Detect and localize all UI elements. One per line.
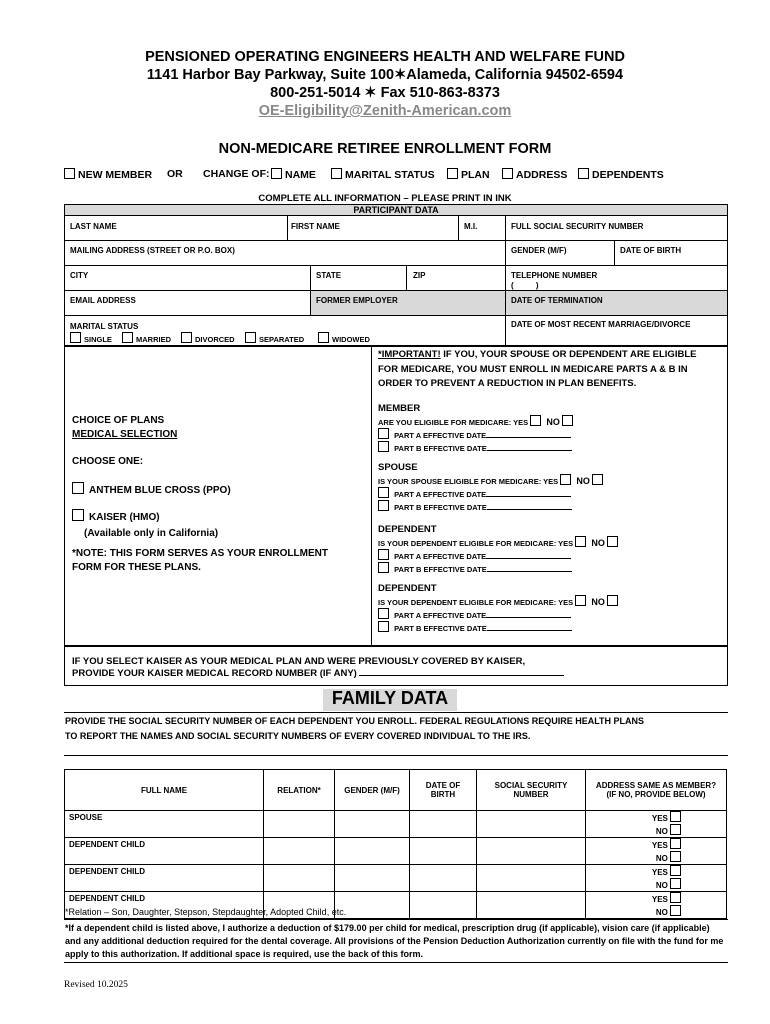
participant-section-title: PARTICIPANT DATA [353,205,439,215]
family-row [65,811,727,838]
change-name-option[interactable]: NAME [271,168,316,181]
part-a-date-field[interactable]: PART A EFFECTIVE DATE [378,487,723,499]
email-field[interactable]: EMAIL ADDRESS [70,296,136,305]
checkbox-icon[interactable] [378,441,389,452]
fund-name: PENSIONED OPERATING ENGINEERS HEALTH AND WELFARE FUND [145,49,625,65]
termination-date-field[interactable]: DATE OF TERMINATION [511,296,603,305]
medicare-block-title: DEPENDENT [378,524,437,535]
checkbox-icon[interactable] [670,865,681,876]
family-row-name[interactable]: DEPENDENT CHILD [65,892,264,919]
checkbox-icon[interactable] [331,168,342,179]
family-row-dob[interactable] [410,811,477,838]
part-b-date-field[interactable]: PART B EFFECTIVE DATE [378,562,723,574]
family-row-ssn[interactable] [477,865,586,892]
medicare-block [378,462,723,512]
family-row-gender[interactable] [335,865,410,892]
medicare-block-title: DEPENDENT [378,583,437,594]
checkbox-icon[interactable] [378,549,389,560]
checkbox-icon[interactable] [502,168,513,179]
family-row [65,838,727,865]
family-row-address-same: YES NO [586,811,727,838]
checkbox-icon[interactable] [575,536,586,547]
zip-field[interactable]: ZIP [413,271,426,280]
part-a-date-field[interactable]: PART A EFFECTIVE DATE [378,608,723,620]
checkbox-icon[interactable] [271,168,282,179]
kaiser-availability-note: (Available only in California) [84,528,219,539]
checkbox-icon[interactable] [378,562,389,573]
change-dependents-option[interactable]: DEPENDENTS [578,168,664,181]
checkbox-icon[interactable] [378,487,389,498]
marital-single-option[interactable]: SINGLE [70,332,112,344]
checkbox-icon[interactable] [670,878,681,889]
gender-field[interactable]: GENDER (M/F) [511,246,567,255]
family-row-dob[interactable] [410,838,477,865]
form-title: NON-MEDICARE RETIREE ENROLLMENT FORM [218,141,552,157]
family-row-dob[interactable] [410,892,477,919]
checkbox-icon[interactable] [670,851,681,862]
change-address-option[interactable]: ADDRESS [502,168,567,181]
medicare-block-title: SPOUSE [378,462,418,473]
checkbox-icon[interactable] [245,332,256,343]
change-marital-option[interactable]: MARITAL STATUS [331,168,435,181]
family-row-gender[interactable] [335,811,410,838]
kaiser-record-number-field[interactable] [359,675,564,676]
checkbox-icon[interactable] [72,482,84,494]
marital-widowed-option[interactable]: WIDOWED [318,332,370,344]
last-name-field[interactable]: LAST NAME [70,222,117,231]
marital-married-option[interactable]: MARRIED [122,332,171,344]
part-b-date-field[interactable]: PART B EFFECTIVE DATE [378,441,723,453]
checkbox-icon[interactable] [378,621,389,632]
family-row-address-same: YES NO [586,892,727,919]
checkbox-icon[interactable] [72,509,84,521]
checkbox-icon[interactable] [607,536,618,547]
deduction-authorization: *If a dependent child is listed above, I authorize a deduction of $179.00 per child for medical, prescription drug (if applicable), vision care (if applicable) and any additional deduction required for the dental coverage. All provisions of the Pension Deduction Authorization currently on file with the fund for me apply to this authorization. If additional space is required, use the back of this form. [65,923,724,959]
checkbox-icon[interactable] [122,332,133,343]
checkbox-icon[interactable] [670,838,681,849]
part-b-date-field[interactable]: PART B EFFECTIVE DATE [378,621,723,633]
family-row-address-same: YES NO [586,838,727,865]
marital-status-label: MARITAL STATUS [70,322,139,331]
family-table [64,769,727,919]
checkbox-icon[interactable] [447,168,458,179]
medicare-eligibility-question: IS YOUR DEPENDENT ELIGIBLE FOR MEDICARE: YES NO [378,595,723,607]
checkbox-icon[interactable] [181,332,192,343]
first-name-field[interactable]: FIRST NAME [291,222,340,231]
family-row-dob[interactable] [410,865,477,892]
col-dob: DATE OF BIRTH [410,770,477,811]
family-row-ssn[interactable] [477,892,586,919]
revision-date: Revised 10.2025 [64,980,128,990]
relation-footnote: *Relation – Son, Daughter, Stepson, Stepdaughter, Adopted Child, etc. [65,907,347,917]
family-row-relation[interactable] [264,838,335,865]
family-row-ssn[interactable] [477,811,586,838]
family-row [65,865,727,892]
instructions: COMPLETE ALL INFORMATION – PLEASE PRINT IN INK [258,193,512,204]
family-data-title: FAMILY DATA [331,688,449,708]
checkbox-icon[interactable] [378,500,389,511]
recent-marriage-field[interactable]: DATE OF MOST RECENT MARRIAGE/DIVORCE [511,320,691,329]
family-intro-line2: TO REPORT THE NAMES AND SOCIAL SECURITY NUMBERS OF EVERY COVERED INDIVIDUAL TO THE IRS. [65,731,531,741]
checkbox-icon[interactable] [578,168,589,179]
medicare-block-title: MEMBER [378,403,421,414]
checkbox-icon[interactable] [318,332,329,343]
checkbox-icon[interactable] [592,474,603,485]
col-gender: GENDER (M/F) [335,770,410,811]
city-field[interactable]: CITY [70,271,89,280]
medicare-block [378,524,723,574]
checkbox-icon[interactable] [575,595,586,606]
mi-field[interactable]: M.I. [464,222,478,231]
state-field[interactable]: STATE [316,271,342,280]
kaiser-record-line2: PROVIDE YOUR KAISER MEDICAL RECORD NUMBER (IF ANY) [72,668,564,679]
fund-phone: 800-251-5014 ✶ Fax 510-863-8373 [270,85,500,101]
checkbox-icon[interactable] [670,892,681,903]
checkbox-icon[interactable] [560,474,571,485]
family-row-name[interactable]: DEPENDENT CHILD [65,865,264,892]
family-row-relation[interactable] [264,811,335,838]
mailing-address-field[interactable]: MAILING ADDRESS (STREET OR P.O. BOX) [70,246,235,255]
checkbox-icon[interactable] [607,595,618,606]
medicare-eligibility-question: ARE YOU ELIGIBLE FOR MEDICARE: YES NO [378,415,723,427]
part-a-date-field[interactable]: PART A EFFECTIVE DATE [378,549,723,561]
medicare-block [378,583,723,633]
checkbox-icon[interactable] [530,415,541,426]
medicare-eligibility-question: IS YOUR DEPENDENT ELIGIBLE FOR MEDICARE: YES NO [378,536,723,548]
telephone-field[interactable]: TELEPHONE NUMBER [511,271,598,280]
dob-field[interactable]: DATE OF BIRTH [620,246,682,255]
kaiser-record-line1: IF YOU SELECT KAISER AS YOUR MEDICAL PLAN AND WERE PREVIOUSLY COVERED BY KAISER, [72,656,526,667]
family-row-name[interactable]: SPOUSE [65,811,264,838]
medical-selection-label: MEDICAL SELECTION [72,429,178,440]
former-employer-field[interactable]: FORMER EMPLOYER [316,296,398,305]
kaiser-option[interactable]: KAISER (HMO) [72,509,160,523]
family-row-relation[interactable] [264,865,335,892]
col-ssn: SOCIAL SECURITY NUMBER [477,770,586,811]
new-member-option[interactable]: NEW MEMBER [64,168,152,181]
family-row-name[interactable]: DEPENDENT CHILD [65,838,264,865]
family-row-ssn[interactable] [477,838,586,865]
col-address-same: ADDRESS SAME AS MEMBER? (IF NO, PROVIDE BELOW) [586,770,727,811]
telephone-paren: ( ) [511,281,539,290]
family-row-address-same: YES NO [586,865,727,892]
checkbox-icon[interactable] [378,608,389,619]
checkbox-icon[interactable] [64,168,75,179]
enrollment-note-line1: *NOTE: THIS FORM SERVES AS YOUR ENROLLMENT [72,548,328,559]
anthem-option[interactable]: ANTHEM BLUE CROSS (PPO) [72,482,231,496]
part-a-date-field[interactable]: PART A EFFECTIVE DATE [378,428,723,440]
choose-one-label: CHOOSE ONE: [72,456,144,467]
marital-separated-option[interactable]: SEPARATED [245,332,304,344]
change-plan-option[interactable]: PLAN [447,168,490,181]
checkbox-icon[interactable] [378,428,389,439]
col-relation: RELATION* [264,770,335,811]
marital-divorced-option[interactable]: DIVORCED [181,332,235,344]
checkbox-icon[interactable] [670,824,681,835]
medicare-eligibility-question: IS YOUR SPOUSE ELIGIBLE FOR MEDICARE: YES NO [378,474,723,486]
medicare-important-notice: *IMPORTANT! IF YOU, YOUR SPOUSE OR DEPENDENT ARE ELIGIBLE FOR MEDICARE, YOU MUST ENROLL IN MEDICARE PARTS A & B IN ORDER TO PREVENT A REDUCTION IN PLAN BENEFITS. [378,349,697,389]
checkbox-icon[interactable] [70,332,81,343]
col-full-name: FULL NAME [65,770,264,811]
fund-email-link[interactable]: OE-Eligibility@Zenith-American.com [258,103,512,119]
part-b-date-field[interactable]: PART B EFFECTIVE DATE [378,500,723,512]
change-of-label: CHANGE OF: [203,168,270,180]
fund-address: 1141 Harbor Bay Parkway, Suite 100✶Alameda, California 94502-6594 [146,67,624,83]
medicare-block [378,403,723,453]
enrollment-note-line2: FORM FOR THESE PLANS. [72,562,201,573]
or-label: OR [167,168,183,180]
ssn-field[interactable]: FULL SOCIAL SECURITY NUMBER [511,222,644,231]
checkbox-icon[interactable] [562,415,573,426]
checkbox-icon[interactable] [670,905,681,916]
choice-of-plans-label: CHOICE OF PLANS [72,415,165,426]
family-intro-line1: PROVIDE THE SOCIAL SECURITY NUMBER OF EACH DEPENDENT YOU ENROLL. FEDERAL REGULATIONS REQUIRE HEALTH PLANS [65,716,645,726]
family-row-gender[interactable] [335,838,410,865]
checkbox-icon[interactable] [670,811,681,822]
